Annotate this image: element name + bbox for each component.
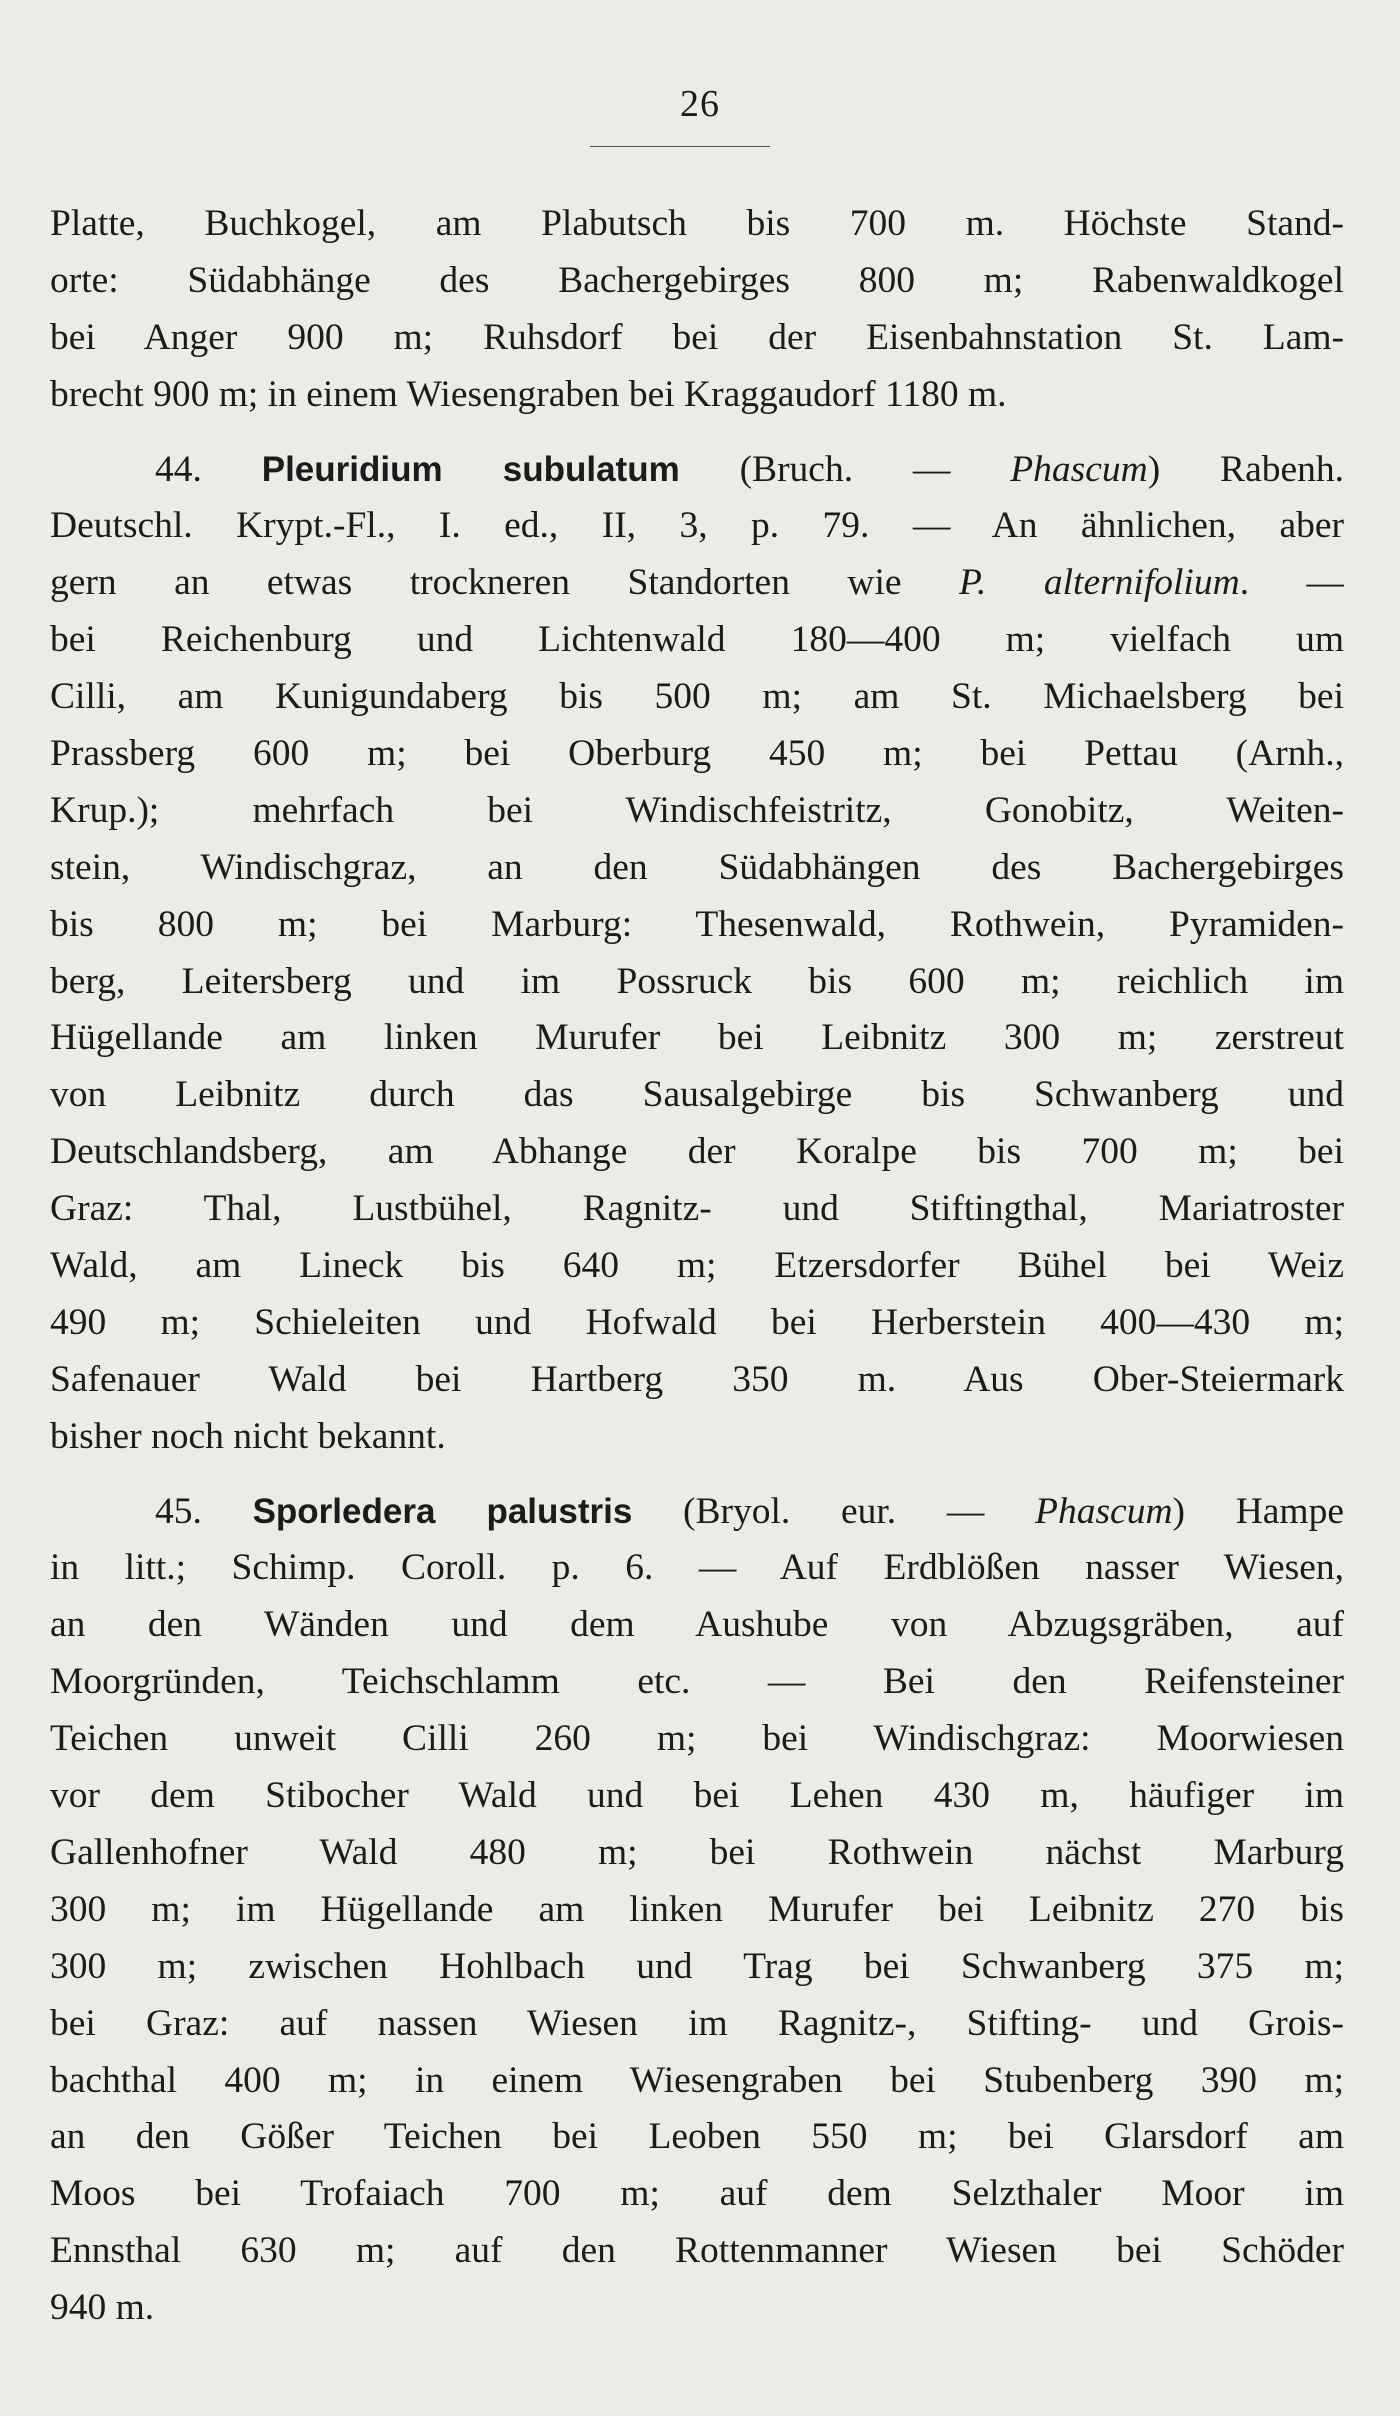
text-line: brecht 900 m; in einem Wiesengraben bei Kraggaudorf 1180 m.: [50, 373, 1007, 415]
entry-number: 45.: [155, 1490, 202, 1532]
text-line: Moos bei Trofaiach 700 m; auf dem Selzthaler Moor im: [50, 2173, 1344, 2215]
text-line: gern an etwas trockneren Standorten wie P. alternifolium. —: [50, 562, 1344, 604]
entry-44-heading-line: 44. Pleuridium subulatum (Bruch. — Phascum) Rabenh.: [155, 448, 1344, 490]
text-line: berg, Leitersberg und im Possruck bis 600 m; reichlich im: [50, 960, 1344, 1002]
text-line: Graz: Thal, Lustbühel, Ragnitz- und Stiftingthal, Mariatroster: [50, 1188, 1344, 1230]
text-line: Gallenhofner Wald 480 m; bei Rothwein nächst Marburg: [50, 1831, 1344, 1873]
text-line: Ennsthal 630 m; auf den Rottenmanner Wiesen bei Schöder: [50, 2230, 1344, 2272]
text-line: bei Graz: auf nassen Wiesen im Ragnitz-, Stifting- und Grois-: [50, 2002, 1344, 2044]
text-line: Hügellande am linken Murufer bei Leibnitz 300 m; zerstreut: [50, 1017, 1344, 1059]
text-line: Prassberg 600 m; bei Oberburg 450 m; bei Pettau (Arnh.,: [50, 733, 1344, 775]
species-name: Pleuridium subulatum: [261, 449, 680, 489]
text-line: Safenauer Wald bei Hartberg 350 m. Aus Ober-Steiermark: [50, 1358, 1344, 1400]
text-line: Teichen unweit Cilli 260 m; bei Windischgraz: Moorwiesen: [50, 1718, 1344, 1760]
species-reference: P. alternifolium: [958, 562, 1240, 604]
entry-45-heading-line: 45. Sporledera palustris (Bryol. eur. — Phascum) Hampe: [155, 1490, 1344, 1532]
genus-name: Phascum: [1035, 1490, 1173, 1532]
species-name: Sporledera palustris: [252, 1491, 633, 1531]
text-line: bei Reichenburg und Lichtenwald 180—400 m; vielfach um: [50, 619, 1344, 661]
text-line: an den Wänden und dem Aushube von Abzugsgräben, auf: [50, 1604, 1344, 1646]
text-line: Krup.); mehrfach bei Windischfeistritz, Gonobitz, Weiten-: [50, 789, 1344, 831]
text-line: Moorgründen, Teichschlamm etc. — Bei den Reifensteiner: [50, 1661, 1344, 1703]
text-line: 940 m.: [50, 2287, 155, 2329]
text-line: Deutschl. Krypt.-Fl., I. ed., II, 3, p. 79. — An ähnlichen, aber: [50, 505, 1344, 547]
text-line: Cilli, am Kunigundaberg bis 500 m; am St. Michaelsberg bei: [50, 676, 1344, 718]
text-line: 300 m; im Hügellande am linken Murufer bei Leibnitz 270 bis: [50, 1888, 1344, 1930]
page-number: 26: [680, 83, 720, 125]
text-line: Platte, Buchkogel, am Plabutsch bis 700 m. Höchste Stand-: [50, 203, 1344, 244]
text-line: bei Anger 900 m; Ruhsdorf bei der Eisenbahnstation St. Lam-: [50, 316, 1344, 358]
text-line: bisher noch nicht bekannt.: [50, 1415, 446, 1457]
text-line: orte: Südabhänge des Bachergebirges 800 m; Rabenwaldkogel: [50, 259, 1344, 301]
genus-name: Phascum: [1010, 448, 1148, 490]
entry-number: 44.: [155, 448, 202, 490]
text-line: vor dem Stibocher Wald und bei Lehen 430 m, häufiger im: [50, 1775, 1344, 1817]
body-text: [50, 196, 1344, 2337]
text-line: bachthal 400 m; in einem Wiesengraben bei Stubenberg 390 m;: [50, 2059, 1344, 2101]
text-line: stein, Windischgraz, an den Südabhängen des Bachergebirges: [50, 846, 1344, 888]
text-line: 300 m; zwischen Hohlbach und Trag bei Schwanberg 375 m;: [50, 1945, 1344, 1987]
text-line: von Leibnitz durch das Sausalgebirge bis Schwanberg und: [50, 1074, 1344, 1116]
text-line: 490 m; Schieleiten und Hofwald bei Herberstein 400—430 m;: [50, 1301, 1344, 1343]
text-line: Deutschlandsberg, am Abhange der Koralpe bis 700 m; bei: [50, 1131, 1344, 1173]
text-line: bis 800 m; bei Marburg: Thesenwald, Rothwein, Pyramiden-: [50, 903, 1344, 945]
header-rule: [590, 146, 770, 147]
text-line: Wald, am Lineck bis 640 m; Etzersdorfer Bühel bei Weiz: [50, 1245, 1344, 1287]
text-line: an den Gößer Teichen bei Leoben 550 m; bei Glarsdorf am: [50, 2116, 1344, 2158]
text-line: in litt.; Schimp. Coroll. p. 6. — Auf Erdblößen nasser Wiesen,: [50, 1547, 1344, 1589]
